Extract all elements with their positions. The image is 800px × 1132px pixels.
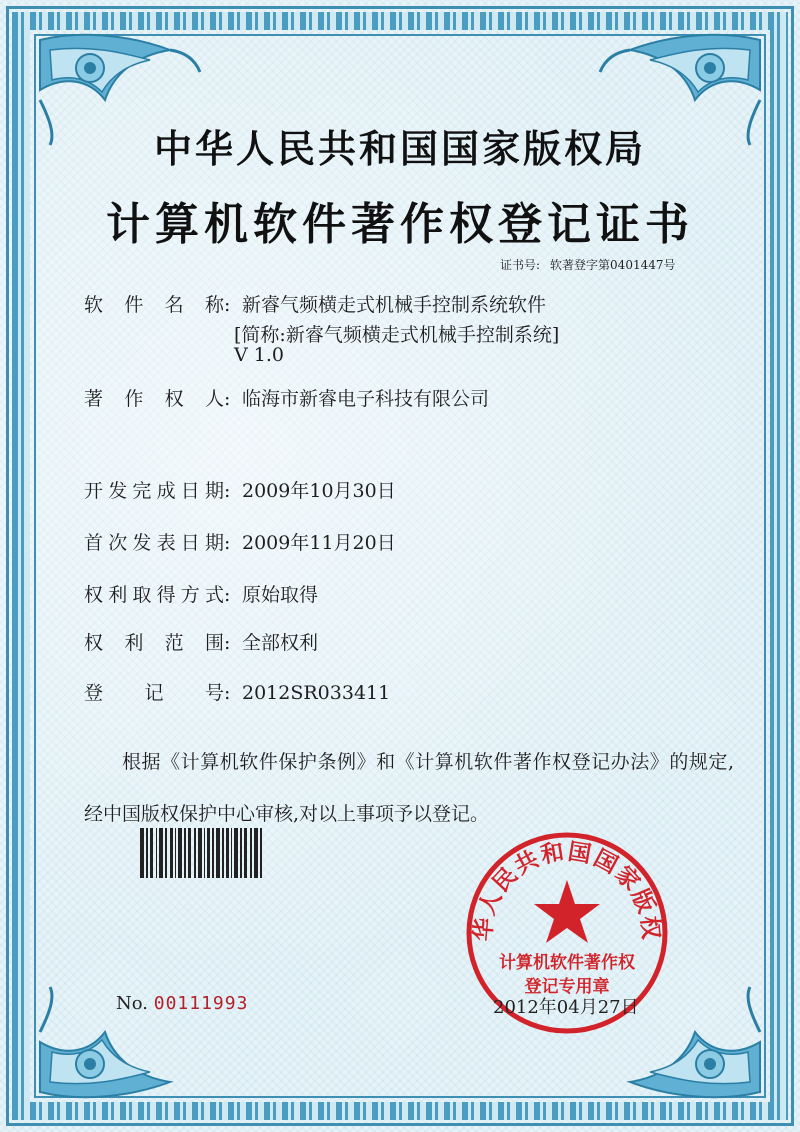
seal-star-icon [534,880,600,943]
field-registration-number [84,678,390,705]
field-separator: : [224,388,231,410]
field-separator: : [224,632,231,654]
field-separator: : [224,682,231,704]
field-label: 权利范围 [84,632,224,654]
certificate-number-value: 软著登字第0401447号 [550,258,676,272]
registration-statement: 根据《计算机软件保护条例》和《计算机软件著作权登记办法》的规定,经中国版权保护中心审核,对以上事项予以登记。 [84,751,734,825]
field-value: 原始取得 [242,584,319,606]
field-separator: : [224,480,231,502]
field-label: 软件名称 [84,294,224,316]
certificate-number-label: 证书号: [500,258,541,272]
field-value: 临海市新睿电子科技有限公司 [242,388,490,410]
field-publication-date [84,528,396,555]
field-label: 登记号 [84,682,224,704]
field-label: 著作权人 [84,388,224,410]
field-completion-date [84,476,396,503]
field-value: 全部权利 [242,632,319,654]
field-value: 2009年10月30日 [242,480,396,502]
field-separator: : [224,584,231,606]
seal-line-2: 登记专用章 [524,977,610,997]
field-separator: : [224,532,231,554]
field-value: 2012SR033411 [242,682,391,704]
serial-label: No. [116,993,148,1014]
field-separator: : [224,294,231,316]
software-short-name: [简称:新睿气频横走式机械手控制系统] [234,324,560,346]
serial-number [116,993,248,1014]
barcode-icon [140,828,262,878]
field-acquisition-method [84,580,318,607]
field-label: 权利取得方式 [84,584,224,606]
field-copyright-owner [84,384,489,411]
field-software-name [84,290,546,317]
field-label: 开发完成日期 [84,480,224,502]
field-label: 首次发表日期 [84,532,224,554]
software-version: V 1.0 [234,344,284,366]
serial-value: 00111993 [153,993,249,1014]
seal-ring-text: 华人民共和国国家版权 [470,838,664,943]
certificate-title: 计算机软件著作权登记证书 [106,199,694,250]
issuing-authority: 中华人民共和国国家版权局 [153,126,646,171]
field-rights-scope [84,628,318,655]
certificate-number [500,256,686,273]
seal-line-1: 计算机软件著作权 [499,953,635,973]
issue-date: 2012年04月27日 [493,997,639,1018]
field-value: 新睿气频横走式机械手控制系统软件 [242,294,547,316]
field-value: 2009年11月20日 [242,532,396,554]
